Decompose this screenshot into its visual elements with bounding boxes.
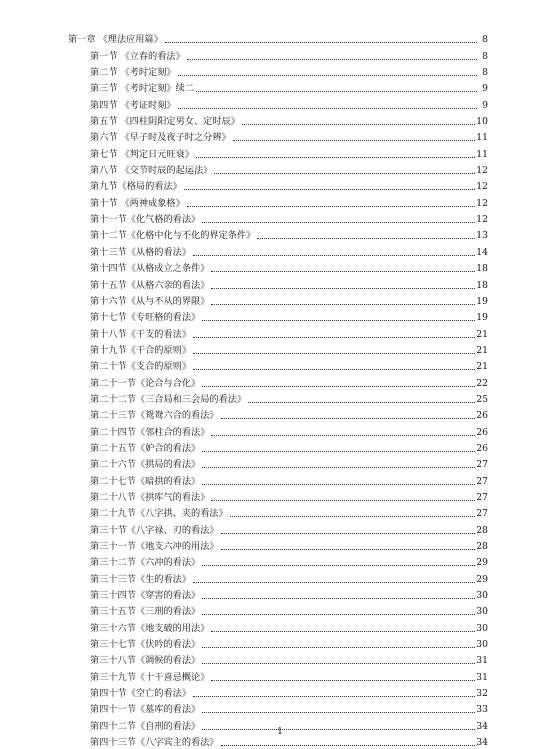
toc-entry-title: 第十七节《专旺格的看法》 (90, 312, 201, 324)
dot-leader (248, 401, 475, 403)
toc-section-entry[interactable] (68, 324, 488, 340)
toc-entry-page-number: 26 (476, 410, 488, 422)
toc-entry-page-number: 13 (476, 230, 488, 242)
toc-entry-title: 第三十节《八字禄、刃的看法》 (90, 524, 219, 536)
toc-entry-title: 第二十八节《拱库气的看法》 (90, 491, 210, 503)
toc-section-entry[interactable] (68, 128, 488, 144)
toc-entry-page-number: 11 (476, 148, 488, 160)
toc-section-entry[interactable] (68, 177, 488, 193)
toc-section-entry[interactable] (68, 357, 488, 373)
toc-entry-title: 第三十一节《地支六冲的用法》 (90, 541, 219, 552)
toc-entry-page-number: 27 (476, 508, 488, 520)
toc-section-entry[interactable] (68, 95, 488, 111)
toc-entry-page-number: 19 (476, 295, 488, 307)
toc-section-entry[interactable] (68, 651, 488, 667)
toc-section-entry[interactable] (68, 373, 488, 389)
toc-section-entry[interactable] (68, 618, 488, 634)
toc-entry-page-number: 12 (476, 181, 488, 193)
toc-entry-page-number: 29 (476, 557, 488, 569)
toc-entry-title: 第四十三节《八字宾主的看法》 (90, 737, 219, 749)
toc-section-entry[interactable] (68, 553, 488, 569)
toc-entry-page-number: 26 (476, 426, 488, 438)
toc-entry-title: 第二十二节《三合局和三会局的看法》 (90, 393, 247, 405)
dot-leader (202, 711, 475, 713)
toc-entry-page-number: 12 (476, 214, 488, 226)
toc-entry-page-number: 32 (476, 688, 488, 700)
table-of-contents (68, 30, 488, 749)
toc-section-entry[interactable] (68, 439, 488, 455)
toc-section-entry[interactable] (68, 112, 488, 128)
dot-leader (221, 417, 476, 419)
toc-entry-page-number: 31 (476, 655, 488, 667)
toc-entry-title: 第二十节《支合的原则》 (90, 361, 192, 373)
toc-section-entry[interactable] (68, 308, 488, 324)
toc-section-entry[interactable] (68, 667, 488, 683)
toc-entry-title: 第三十六节《地支破的用法》 (90, 622, 210, 634)
toc-entry-title: 第三十七节《伏吟的看法》 (90, 639, 201, 651)
toc-section-entry[interactable] (68, 144, 488, 160)
toc-entry-title: 第十二节《化格中化与不化的界定条件》 (90, 230, 256, 242)
toc-entry-title: 第十八节《干支的看法》 (90, 328, 192, 340)
toc-section-entry[interactable] (68, 193, 488, 209)
toc-section-entry[interactable] (68, 341, 488, 357)
toc-section-entry[interactable] (68, 488, 488, 504)
toc-entry-page-number: 21 (476, 344, 488, 356)
toc-section-entry[interactable] (68, 226, 488, 242)
toc-entry-title: 第七节 《判定日元旺衰》 (90, 148, 194, 160)
toc-entry-page-number: 34 (476, 720, 488, 732)
toc-section-entry[interactable] (68, 520, 488, 536)
toc-section-entry[interactable] (68, 504, 488, 520)
dot-leader (202, 662, 475, 664)
toc-entry-page-number: 30 (476, 639, 488, 651)
dot-leader (233, 139, 476, 141)
toc-entry-title: 第三十五节《三刑的看法》 (90, 606, 201, 618)
dot-leader (202, 483, 475, 485)
toc-section-entry[interactable] (68, 161, 488, 177)
toc-section-entry[interactable] (68, 700, 488, 716)
dot-leader (202, 221, 475, 223)
toc-entry-page-number: 9 (482, 99, 488, 111)
toc-entry-title: 第一节 《立春的看法》 (90, 50, 185, 62)
dot-leader (242, 123, 475, 125)
toc-entry-title: 第十节 《两神成象格》 (90, 197, 185, 209)
toc-entry-title: 第一章 《理法应用篇》 (68, 34, 163, 46)
dot-leader (193, 352, 475, 354)
toc-entry-title: 第二十六节《拱局的看法》 (90, 459, 201, 471)
dot-leader (211, 287, 475, 289)
toc-entry-title: 第二节 《考时定刻》 (90, 67, 176, 79)
toc-entry-title: 第十三节《从格的看法》 (90, 246, 192, 258)
dot-leader (196, 90, 477, 92)
toc-section-entry[interactable] (68, 242, 488, 258)
toc-section-entry[interactable] (68, 63, 488, 79)
toc-entry-page-number: 8 (482, 67, 488, 79)
toc-entry-page-number: 10 (476, 116, 488, 128)
toc-entry-title: 第二十一节《论合与合化》 (90, 377, 201, 389)
dot-leader (193, 581, 475, 583)
dot-leader (187, 205, 476, 207)
toc-entry-page-number: 29 (476, 573, 488, 585)
page-number: 1 (277, 727, 283, 737)
toc-entry-page-number: 34 (476, 737, 488, 749)
dot-leader (211, 499, 475, 501)
toc-entry-page-number: 12 (476, 197, 488, 209)
toc-section-entry[interactable] (68, 537, 488, 553)
toc-entry-page-number: 9 (482, 83, 488, 95)
toc-entry-page-number: 21 (476, 361, 488, 373)
dot-leader (257, 237, 475, 239)
toc-entry-title: 第三十三节《生的看法》 (90, 573, 192, 585)
toc-section-entry[interactable] (68, 210, 488, 226)
toc-section-entry[interactable] (68, 471, 488, 487)
toc-section-entry[interactable] (68, 635, 488, 651)
toc-section-entry[interactable] (68, 422, 488, 438)
toc-entry-page-number: 27 (476, 475, 488, 487)
dot-leader (196, 156, 475, 158)
toc-entry-title: 第十一节《化气格的看法》 (90, 214, 201, 226)
toc-entry-title: 第六节 《早子时及夜子时之分辨》 (90, 132, 231, 144)
toc-entry-title: 第三十四节《穿害的看法》 (90, 590, 201, 602)
toc-entry-title: 第十五节《从格六亲的看法》 (90, 279, 210, 291)
toc-section-entry[interactable] (68, 79, 488, 95)
toc-section-entry[interactable] (68, 46, 488, 62)
dot-leader (202, 385, 475, 387)
toc-entry-title: 第四十一节《墓库的看法》 (90, 704, 201, 716)
toc-entry-page-number: 30 (476, 590, 488, 602)
toc-entry-title: 第二十九节《八字拱、夹的看法》 (90, 508, 228, 520)
dot-leader (221, 532, 476, 534)
toc-section-entry[interactable] (68, 406, 488, 422)
toc-entry-title: 第二十四节《邻柱合的看法》 (90, 426, 210, 438)
toc-entry-page-number: 28 (476, 541, 488, 552)
dot-leader (193, 695, 475, 697)
toc-entry-page-number: 18 (476, 263, 488, 275)
dot-leader (202, 564, 475, 566)
dot-leader (214, 172, 475, 174)
toc-section-entry[interactable] (68, 390, 488, 406)
dot-leader (193, 336, 475, 338)
toc-entry-page-number: 33 (476, 704, 488, 716)
dot-leader (184, 188, 475, 190)
toc-entry-page-number: 26 (476, 442, 488, 454)
toc-entry-page-number: 31 (476, 671, 488, 683)
toc-entry-page-number: 22 (476, 377, 488, 389)
toc-entry-title: 第十四节《从格成立之条件》 (90, 263, 210, 275)
toc-section-entry[interactable] (68, 292, 488, 308)
toc-entry-title: 第九节《格局的看法》 (90, 181, 182, 193)
dot-leader (202, 466, 475, 468)
toc-entry-page-number: 18 (476, 279, 488, 291)
toc-entry-title: 第三十二节《六冲的看法》 (90, 557, 201, 569)
toc-entry-title: 第二十七节《暗拱的看法》 (90, 475, 201, 487)
toc-entry-page-number: 28 (476, 524, 488, 536)
dot-leader (193, 254, 475, 256)
dot-leader (202, 613, 475, 615)
dot-leader (178, 74, 477, 76)
toc-entry-title: 第四十节《空亡的看法》 (90, 688, 192, 700)
dot-leader (211, 679, 475, 681)
toc-entry-page-number: 12 (476, 165, 488, 177)
toc-entry-page-number: 14 (476, 246, 488, 258)
toc-entry-page-number: 27 (476, 491, 488, 503)
toc-chapter-entry[interactable] (68, 30, 488, 46)
toc-entry-title: 第八节 《交节时辰的起运法》 (90, 165, 213, 177)
toc-entry-page-number: 30 (476, 622, 488, 634)
toc-entry-page-number: 21 (476, 328, 488, 340)
toc-entry-title: 第四节 《考证时刻》 (90, 99, 176, 111)
toc-section-entry[interactable] (68, 455, 488, 471)
dot-leader (230, 515, 475, 517)
toc-section-entry[interactable] (68, 259, 488, 275)
dot-leader (202, 597, 475, 599)
toc-entry-page-number: 8 (482, 34, 488, 46)
toc-entry-title: 第四十二节《自刑的看法》 (90, 720, 201, 732)
dot-leader (202, 646, 475, 648)
toc-entry-title: 第三十九节《十干喜忌概论》 (90, 671, 210, 683)
toc-entry-title: 第三十八节《调候的看法》 (90, 655, 201, 667)
dot-leader (211, 270, 475, 272)
toc-entry-page-number: 8 (482, 50, 488, 62)
toc-entry-page-number: 27 (476, 459, 488, 471)
dot-leader (211, 630, 475, 632)
toc-section-entry[interactable] (68, 569, 488, 585)
toc-entry-title: 第十六节《从与不从的界限》 (90, 295, 210, 307)
toc-entry-page-number: 25 (476, 393, 488, 405)
toc-section-entry[interactable] (68, 684, 488, 700)
dot-leader (221, 548, 476, 550)
toc-entry-title: 第五节 《四柱阴阳定男女、定时辰》 (90, 116, 240, 128)
dot-leader (211, 303, 475, 305)
dot-leader (178, 107, 477, 109)
dot-leader (211, 434, 475, 436)
dot-leader (165, 41, 477, 43)
toc-entry-title: 第二十五节《妒合的看法》 (90, 442, 201, 454)
toc-section-entry[interactable] (68, 275, 488, 291)
toc-entry-page-number: 30 (476, 606, 488, 618)
dot-leader (202, 319, 475, 321)
toc-entry-page-number: 11 (476, 132, 488, 144)
toc-section-entry[interactable] (68, 586, 488, 602)
toc-entry-title: 第二十三节《鸳鸯六合的看法》 (90, 410, 219, 422)
dot-leader (193, 368, 475, 370)
dot-leader (202, 450, 475, 452)
toc-entry-title: 第十九节《干合的原则》 (90, 344, 192, 356)
toc-entry-title: 第三节 《考时定刻》续二 (90, 83, 194, 95)
toc-entry-page-number: 19 (476, 312, 488, 324)
toc-section-entry[interactable] (68, 602, 488, 618)
dot-leader (187, 58, 477, 60)
